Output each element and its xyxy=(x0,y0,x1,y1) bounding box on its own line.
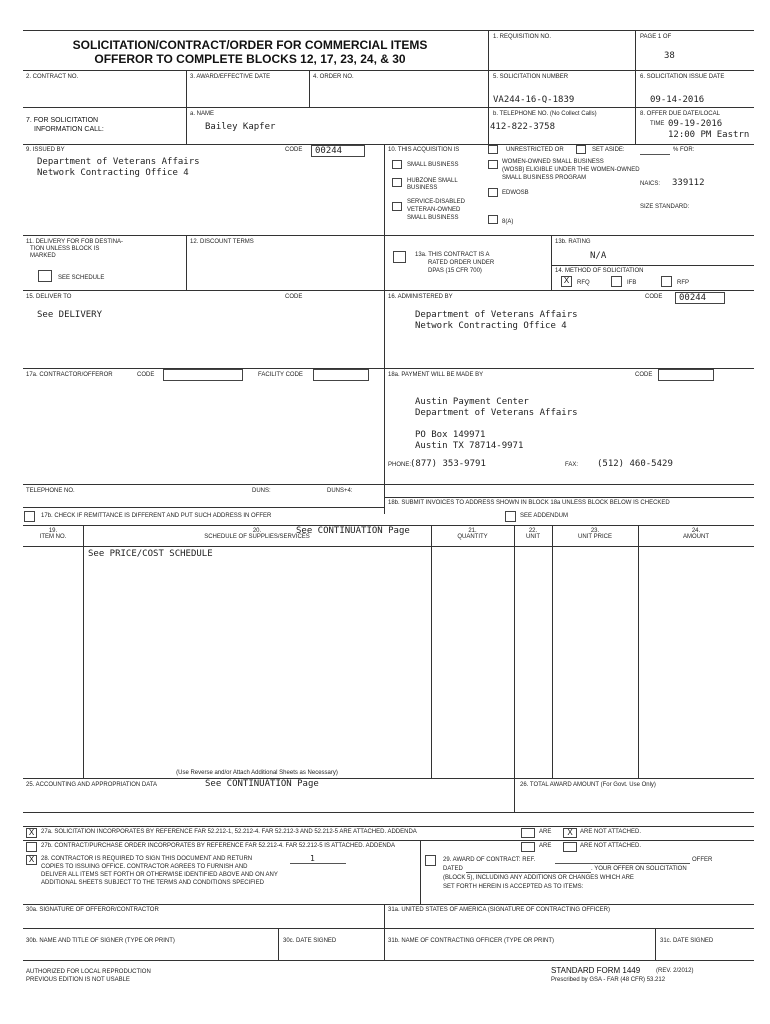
27b-label: 27b. CONTRACT/PURCHASE ORDER INCORPORATES BY REFERENCE FAR 52.212-4. FAR 52.212-5 IS ATTACHED. ADDENDA xyxy=(41,843,395,849)
rated-order-checkbox[interactable] xyxy=(393,251,406,263)
rule xyxy=(23,928,754,929)
fob-label: TION UNLESS BLOCK IS xyxy=(30,246,100,252)
remittance-checkbox[interactable] xyxy=(24,511,35,522)
set-aside-checkbox[interactable] xyxy=(576,145,586,154)
award-dated-line xyxy=(466,872,591,873)
fax-label: FAX: xyxy=(565,462,579,468)
submit-invoices-label: 18b. SUBMIT INVOICES TO ADDRESS SHOWN IN BLOCK 18a UNLESS BLOCK BELOW IS CHECKED xyxy=(388,500,670,506)
col-quantity: QUANTITY xyxy=(457,534,488,540)
hubzone-checkbox[interactable] xyxy=(392,178,402,187)
29-checkbox[interactable] xyxy=(425,855,436,866)
rfq-checkbox[interactable]: X xyxy=(561,276,572,287)
col-quantity-num: 21. xyxy=(468,528,477,534)
solicitation-number: VA244-16-Q-1839 xyxy=(493,95,575,105)
rule xyxy=(384,144,385,514)
issued-by-label: 9. ISSUED BY xyxy=(26,147,65,153)
footer-edition: PREVIOUS EDITION IS NOT USABLE xyxy=(26,977,130,983)
unrestricted-label: UNRESTRICTED OR xyxy=(506,147,564,153)
copies-line xyxy=(290,863,346,864)
naics-value: 339112 xyxy=(672,178,705,188)
payment-code-field[interactable] xyxy=(658,369,714,381)
rule xyxy=(23,778,754,779)
form-subtitle: OFFEROR TO COMPLETE BLOCKS 12, 17, 23, 24, & 30 xyxy=(94,52,406,66)
fob-label: 11. DELIVERY FOR FOB DESTINA- xyxy=(26,239,124,245)
contractor-sign-label: COPIES TO ISSUING OFFICE. CONTRACTOR AGREES TO FURNISH AND xyxy=(41,864,248,870)
see-schedule-checkbox[interactable] xyxy=(38,270,52,282)
ifb-checkbox[interactable] xyxy=(611,276,622,287)
award-ref-line xyxy=(555,863,690,864)
schedule-continuation-note: See CONTINUATION Page xyxy=(296,526,410,536)
col-item-no-num: 19. xyxy=(48,528,58,534)
rule xyxy=(514,525,515,778)
code-label: CODE xyxy=(285,147,303,153)
rule xyxy=(384,497,754,498)
accounting-value: See CONTINUATION Page xyxy=(205,779,319,789)
rule xyxy=(431,525,432,778)
administered-by-line: Network Contracting Office 4 xyxy=(415,321,567,331)
27a-are-label: ARE xyxy=(539,829,552,835)
wosb-checkbox[interactable] xyxy=(488,160,498,169)
27a-are-not-label: ARE NOT ATTACHED. xyxy=(580,829,642,835)
requisition-label: 1. REQUISITION NO. xyxy=(493,34,552,40)
footer-reproduction: AUTHORIZED FOR LOCAL REPRODUCTION xyxy=(26,969,151,975)
rule xyxy=(83,525,84,778)
rule xyxy=(638,525,639,778)
code-label: CODE xyxy=(285,294,303,300)
rule xyxy=(23,904,754,905)
col-amount-num: 24. xyxy=(691,528,701,534)
rule xyxy=(23,290,754,291)
rfp-label: RFP xyxy=(677,280,689,286)
offer-due-time: 12:00 PM Eastrn xyxy=(668,130,750,140)
remittance-label: 17b. CHECK IF REMITTANCE IS DIFFERENT AND PUT SUCH ADDRESS IN OFFER xyxy=(41,513,272,519)
payment-address-line: PO Box 149971 xyxy=(415,430,486,440)
rule xyxy=(309,70,310,107)
total-award-label: 26. TOTAL AWARD AMOUNT (For Govt. Use Only) xyxy=(520,782,656,788)
telephone-no-label: TELEPHONE NO. xyxy=(26,488,75,494)
rule xyxy=(23,507,384,508)
issued-by-line: Network Contracting Office 4 xyxy=(37,168,189,178)
rule xyxy=(23,484,754,485)
order-no-label: 4. ORDER NO. xyxy=(313,74,354,80)
rule xyxy=(23,826,754,827)
phone-value: (877) 353-9791 xyxy=(410,459,486,469)
set-aside-label: SET ASIDE: xyxy=(592,147,625,153)
issued-by-line: Department of Veterans Affairs xyxy=(37,157,200,167)
27a-are-checkbox[interactable] xyxy=(521,828,535,838)
name-label: a. NAME xyxy=(190,111,215,117)
discount-terms-label: 12. DISCOUNT TERMS xyxy=(190,239,254,245)
27b-are-not-label: ARE NOT ATTACHED. xyxy=(580,843,642,849)
signer-name-label: 30b. NAME AND TITLE OF SIGNER (TYPE OR PRINT) xyxy=(26,938,175,944)
solicitation-number-label: 5. SOLICITATION NUMBER xyxy=(493,74,569,80)
27a-label: 27a. SOLICITATION INCORPORATES BY REFERENCE FAR 52.212-1, 52.212-4. FAR 52.212-3 AND 52.212-5 ARE ATTACHED. ADDENDA xyxy=(41,829,417,835)
offeror-date-label: 30c. DATE SIGNED xyxy=(283,938,337,944)
offer-due-label: 8. OFFER DUE DATE/LOCAL xyxy=(640,111,720,117)
rule xyxy=(23,70,754,71)
page-total: 38 xyxy=(664,51,675,61)
award-dated-label: DATED xyxy=(443,866,463,872)
info-call-label-line: INFORMATION CALL: xyxy=(34,126,104,133)
27a-are-not-checkbox[interactable]: X xyxy=(563,828,577,838)
see-addendum-checkbox[interactable] xyxy=(505,511,516,522)
see-addendum-label: SEE ADDENDUM xyxy=(520,513,569,519)
ifb-label: IFB xyxy=(627,280,637,286)
offer-due-date: 09-19-2016 xyxy=(668,119,723,129)
award-text: SET FORTH HEREIN IS ACCEPTED AS TO ITEMS: xyxy=(443,884,584,890)
time-label: TIME xyxy=(650,121,665,127)
pct-for-label: % FOR: xyxy=(673,147,695,153)
payment-by-label: 18a. PAYMENT WILL BE MADE BY xyxy=(388,372,484,378)
edwosb-checkbox[interactable] xyxy=(488,188,498,197)
rule xyxy=(420,840,421,904)
contact-name: Bailey Kapfer xyxy=(205,122,276,132)
code-label: CODE xyxy=(645,294,663,300)
rule xyxy=(23,546,754,547)
facility-code-label: FACILITY CODE xyxy=(258,372,303,378)
sdvosb-label: SERVICE-DISABLED xyxy=(407,199,465,205)
rated-order-label: 13a. THIS CONTRACT IS A xyxy=(415,252,490,258)
award-dated-label: . YOUR OFFER ON SOLICITATION xyxy=(591,866,687,872)
co-name-label: 31b. NAME OF CONTRACTING OFFICER (TYPE OR PRINT) xyxy=(388,938,555,944)
rule xyxy=(23,840,754,841)
rated-order-label: DPAS (15 CFR 700) xyxy=(428,268,482,274)
rule xyxy=(488,107,489,144)
rule xyxy=(186,70,187,107)
issued-by-code: 00244 xyxy=(311,145,365,157)
accounting-label: 25. ACCOUNTING AND APPROPRIATION DATA xyxy=(26,782,158,788)
prescribed-by: Prescribed by GSA - FAR (48 CFR) 53.212 xyxy=(551,977,666,983)
27b-are-label: ARE xyxy=(539,843,552,849)
rule xyxy=(186,107,187,144)
unrestricted-checkbox[interactable] xyxy=(488,145,498,154)
schedule-text: See PRICE/COST SCHEDULE xyxy=(88,549,213,559)
rule xyxy=(514,778,515,812)
rule xyxy=(23,144,754,145)
wosb-label: SMALL BUSINESS PROGRAM xyxy=(502,175,587,181)
page-label: PAGE 1 OF xyxy=(640,34,672,40)
contractor-sign-label: 28. CONTRACTOR IS REQUIRED TO SIGN THIS DOCUMENT AND RETURN xyxy=(41,856,253,862)
rule xyxy=(186,235,187,290)
offeror-signature-label: 30a. SIGNATURE OF OFFEROR/CONTRACTOR xyxy=(26,907,159,913)
contract-no-label: 2. CONTRACT NO. xyxy=(26,74,79,80)
rule xyxy=(23,107,754,108)
form-title: SOLICITATION/CONTRACT/ORDER FOR COMMERCIAL ITEMS xyxy=(72,38,428,52)
col-unit: UNIT xyxy=(526,534,540,540)
administered-by-code: 00244 xyxy=(675,292,725,304)
issue-date: 09-14-2016 xyxy=(650,95,705,105)
code-label: CODE xyxy=(635,372,653,378)
standard-form-label: STANDARD FORM 1449 xyxy=(551,966,641,975)
rule xyxy=(552,525,553,778)
award-offer-label: OFFER xyxy=(692,857,713,863)
rule xyxy=(551,265,754,266)
rfq-label: RFQ xyxy=(577,280,590,286)
small-business-checkbox[interactable] xyxy=(392,160,402,169)
rule xyxy=(23,960,754,961)
contact-phone: 412-822-3758 xyxy=(490,122,556,132)
col-item-no: ITEM NO. xyxy=(39,534,67,540)
award-label: 29. AWARD OF CONTRACT: REF. xyxy=(443,857,536,863)
contractor-code-field[interactable] xyxy=(163,369,243,381)
rating-value: N/A xyxy=(590,251,607,261)
method-label: 14. METHOD OF SOLICITATION xyxy=(555,268,644,274)
see-schedule-label: SEE SCHEDULE xyxy=(58,275,105,281)
8a-label: 8(A) xyxy=(502,219,514,225)
administered-by-line: Department of Veterans Affairs xyxy=(415,310,578,320)
duns-label: DUNS: xyxy=(252,488,271,494)
rule xyxy=(655,928,656,960)
rule xyxy=(23,235,754,236)
rule xyxy=(384,904,385,960)
phone-label: PHONE: xyxy=(388,462,412,468)
reverse-note: (Use Reverse and/or Attach Additional Sheets as Necessary) xyxy=(176,770,338,776)
sdvosb-label: VETERAN-OWNED xyxy=(407,207,461,213)
issue-date-label: 6. SOLICITATION ISSUE DATE xyxy=(640,74,725,80)
acquisition-label: 10. THIS ACQUISITION IS xyxy=(388,147,460,153)
payment-address-line: Austin TX 78714-9971 xyxy=(415,441,524,451)
copies-count: 1 xyxy=(310,854,315,863)
col-unit-price-num: 23. xyxy=(590,528,600,534)
rule xyxy=(488,30,489,107)
rule xyxy=(635,30,636,144)
payment-address-line: Austin Payment Center xyxy=(415,397,529,407)
contractor-sign-label: DELIVER ALL ITEMS SET FORTH OR OTHERWISE IDENTIFIED ABOVE AND ON ANY xyxy=(41,872,278,878)
administered-by-label: 16. ADMINISTERED BY xyxy=(388,294,453,300)
rated-order-label: RATED ORDER UNDER xyxy=(428,260,495,266)
telephone-label: b. TELEPHONE NO. (No Collect Calls) xyxy=(493,111,597,117)
8a-checkbox[interactable] xyxy=(488,215,498,224)
wosb-label: (WOSB) ELIGIBLE UNDER THE WOMEN-OWNED xyxy=(502,167,640,173)
duns4-label: DUNS+4: xyxy=(327,488,353,494)
award-text: (BLOCK 5), INCLUDING ANY ADDITIONS OR CHANGES WHICH ARE xyxy=(443,875,634,881)
rule xyxy=(278,928,279,960)
rule xyxy=(23,368,754,369)
28-checkbox[interactable]: X xyxy=(26,855,37,865)
sdvosb-checkbox[interactable] xyxy=(392,202,402,211)
col-amount: AMOUNT xyxy=(683,534,709,540)
col-unit-price: UNIT PRICE xyxy=(578,534,612,540)
edwosb-label: EDWOSB xyxy=(502,190,529,196)
form-revision: (REV. 2/2012) xyxy=(656,968,694,974)
col-schedule: SCHEDULE OF SUPPLIES/SERVICES xyxy=(204,534,310,540)
27b-are-checkbox[interactable] xyxy=(521,842,535,852)
fax-value: (512) 460-5429 xyxy=(597,459,673,469)
small-business-label: SMALL BUSINESS xyxy=(407,162,459,168)
rating-label: 13b. RATING xyxy=(555,239,591,245)
deliver-to-label: 15. DELIVER TO xyxy=(26,294,72,300)
27b-checkbox[interactable] xyxy=(26,842,37,852)
hubzone-label: HUBZONE SMALL xyxy=(407,178,458,184)
payment-address-line: Department of Veterans Affairs xyxy=(415,408,578,418)
info-call-label-line: 7. FOR SOLICITATION xyxy=(26,117,99,124)
code-label: CODE xyxy=(137,372,155,378)
rule xyxy=(23,30,754,31)
col-unit-num: 22. xyxy=(528,528,538,534)
sdvosb-label: SMALL BUSINESS xyxy=(407,215,459,221)
size-standard-label: SIZE STANDARD: xyxy=(640,204,690,210)
27a-checkbox[interactable]: X xyxy=(26,828,37,838)
fob-label: MARKED xyxy=(30,253,56,259)
co-signature-label: 31a. UNITED STATES OF AMERICA (SIGNATURE OF CONTRACTING OFFICER) xyxy=(388,907,611,913)
set-aside-pct-line xyxy=(640,154,670,155)
contractor-label: 17a. CONTRACTOR/OFFEROR xyxy=(26,372,113,378)
rule xyxy=(23,812,754,813)
27b-are-not-checkbox[interactable] xyxy=(563,842,577,852)
naics-label: NAICS: xyxy=(640,181,661,187)
info-call-label xyxy=(26,116,104,134)
wosb-label: WOMEN-OWNED SMALL BUSINESS xyxy=(502,159,604,165)
award-date-label: 3. AWARD/EFFECTIVE DATE xyxy=(190,74,271,80)
deliver-to-value: See DELIVERY xyxy=(37,310,103,320)
facility-code-field[interactable] xyxy=(313,369,369,381)
rule xyxy=(551,235,552,290)
hubzone-label: BUSINESS xyxy=(407,185,438,191)
rfp-checkbox[interactable] xyxy=(661,276,672,287)
co-date-label: 31c. DATE SIGNED xyxy=(660,938,714,944)
contractor-sign-label: ADDITIONAL SHEETS SUBJECT TO THE TERMS AND CONDITIONS SPECIFIED xyxy=(41,880,264,886)
col-schedule-num: 20. xyxy=(252,528,262,534)
